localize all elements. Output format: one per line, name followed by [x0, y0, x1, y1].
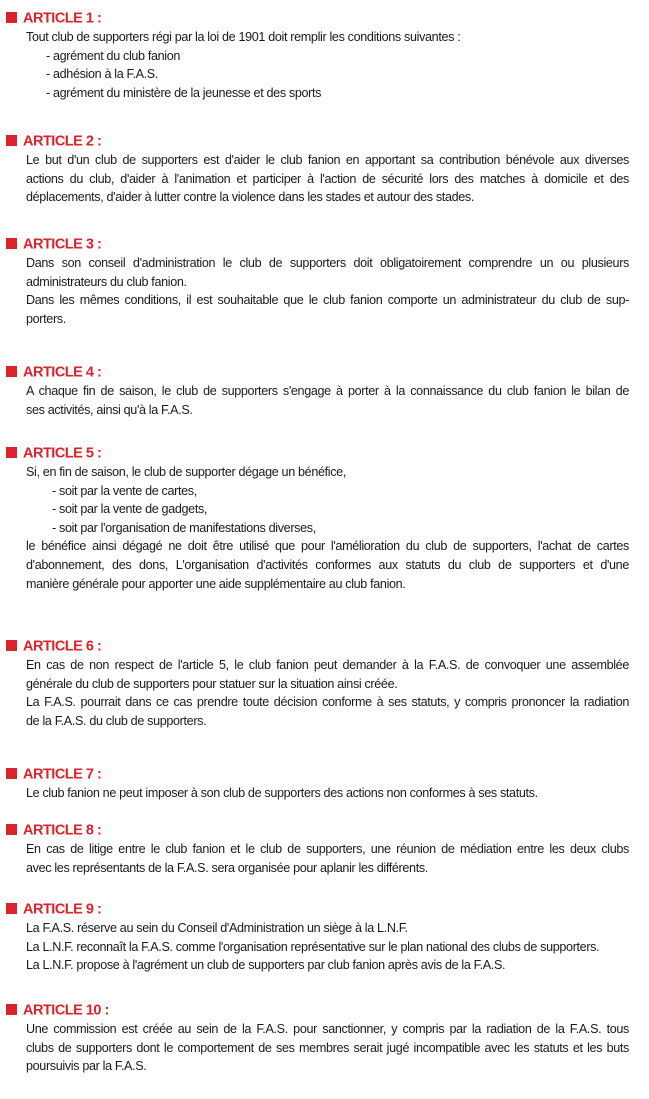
article-title: ARTICLE 4 :: [23, 364, 102, 381]
article-line: générale du club de supporters pour statuer sur la situation ainsi créée.: [26, 676, 398, 691]
article-1: [6, 8, 626, 102]
article-title: ARTICLE 5 :: [23, 445, 102, 462]
article-line: d'abonnement, des dons, L'organisation d'activités conformes aux statuts du club de supporters et d'une: [26, 557, 629, 572]
article-10: [6, 1000, 629, 1076]
list-item: - adhésion à la F.A.S.: [46, 67, 159, 82]
article-6: [6, 636, 629, 730]
red-square-bullet-icon: [6, 366, 17, 377]
article-heading: [6, 443, 626, 463]
article-body: [26, 1020, 629, 1076]
article-line: ses activités, ainsi qu'à la F.A.S.: [26, 402, 193, 417]
article-7: [6, 764, 626, 803]
article-line: La F.A.S. pourrait dans ce cas prendre toute décision conforme à ses statuts, y compris prononcer la radiation: [26, 695, 629, 710]
article-line: Dans son conseil d'administration le club de supporters doit obligatoirement comprendre un ou plusieurs: [26, 256, 629, 270]
article-title: ARTICLE 7 :: [23, 766, 102, 783]
article-heading: [6, 1000, 626, 1020]
article-5: [6, 443, 629, 593]
article-body: [26, 840, 629, 877]
red-square-bullet-icon: [6, 447, 17, 458]
article-line: poursuivis par la F.A.S.: [26, 1059, 147, 1074]
article-heading: [6, 764, 626, 784]
article-body: [26, 382, 629, 419]
red-square-bullet-icon: [6, 824, 17, 835]
article-9: [6, 899, 626, 975]
article-body: [26, 919, 629, 975]
article-line: administrateurs du club fanion.: [26, 274, 187, 289]
red-square-bullet-icon: [6, 238, 17, 249]
article-8: [6, 820, 629, 877]
article-line: La F.A.S. réserve au sein du Conseil d'Administration un siège à la L.N.F.: [26, 921, 408, 935]
article-heading: [6, 899, 626, 919]
article-line: En cas de non respect de l'article 5, le club fanion peut demander à la F.A.S. de convoquer une assemblée: [26, 658, 629, 672]
article-line: le bénéfice ainsi dégagé ne doit être utilisé que pour l'amélioration du club de supporters, l'achat de cartes: [26, 539, 629, 554]
article-heading: [6, 820, 626, 840]
article-title: ARTICLE 6 :: [23, 638, 102, 655]
article-line: déplacements, d'aider à lutter contre la violence dans les stades et autour des stades.: [26, 190, 475, 205]
article-title: ARTICLE 8 :: [23, 822, 102, 839]
article-title: ARTICLE 9 :: [23, 901, 102, 918]
article-2: [6, 131, 629, 207]
article-line: Le club fanion ne peut imposer à son club de supporters des actions non conformes à ses statuts.: [26, 786, 538, 800]
article-line: Tout club de supporters régi par la loi de 1901 doit remplir les conditions suivantes :: [26, 30, 461, 44]
red-square-bullet-icon: [6, 640, 17, 651]
red-square-bullet-icon: [6, 768, 17, 779]
article-line: porters.: [26, 311, 66, 326]
list-item: - soit par la vente de cartes,: [52, 483, 197, 498]
article-line: actions du club, d'aider à l'animation et participer à l'action de sécurité lors des matches à domicile et des: [26, 171, 629, 186]
article-body: [26, 254, 629, 328]
article-body: [26, 463, 629, 593]
article-line: Si, en fin de saison, le club de supporter dégage un bénéfice,: [26, 465, 346, 479]
article-heading: [6, 8, 626, 28]
article-title: ARTICLE 2 :: [23, 133, 102, 150]
article-heading: [6, 234, 626, 254]
article-line: clubs de supporters dont le comportement de ses membres serait jugé incompatible avec les statuts et les buts: [26, 1040, 629, 1055]
list-item: - agrément du club fanion: [46, 48, 181, 63]
article-line: Une commission est créée au sein de la F.A.S. pour sanctionner, y compris par la radiation de la F.A.S. tous: [26, 1022, 629, 1036]
article-line: En cas de litige entre le club fanion et le club de supporters, une réunion de médiation entre les deux clubs: [26, 842, 629, 856]
article-line: A chaque fin de saison, le club de supporters s'engage à porter à la connaissance du club fanion le bilan de: [26, 384, 629, 398]
red-square-bullet-icon: [6, 135, 17, 146]
list-item: - soit par l'organisation de manifestations diverses,: [52, 520, 316, 535]
list-item: - soit par la vente de gadgets,: [52, 502, 208, 517]
article-body: [26, 656, 629, 730]
article-line: manière générale pour apporter une aide supplémentaire au club fanion.: [26, 576, 406, 591]
article-heading: [6, 131, 626, 151]
article-line: Le but d'un club de supporters est d'aider le club fanion en apportant sa contribution bénévole aux diverses: [26, 153, 629, 167]
article-heading: [6, 362, 626, 382]
article-line: La L.N.F. propose à l'agrément un club de supporters par club fanion après avis de la F.A.S.: [26, 958, 506, 973]
article-heading: [6, 636, 626, 656]
article-title: ARTICLE 3 :: [23, 236, 102, 253]
article-title: ARTICLE 1 :: [23, 10, 102, 27]
article-title: ARTICLE 10 :: [23, 1002, 109, 1019]
article-body: [26, 784, 629, 803]
article-line: avec les représentants de la F.A.S. sera organisée pour aplanir les différents.: [26, 860, 428, 875]
red-square-bullet-icon: [6, 903, 17, 914]
article-3: [6, 234, 629, 328]
article-line: de la F.A.S. du club de supporters.: [26, 713, 207, 728]
red-square-bullet-icon: [6, 12, 17, 23]
red-square-bullet-icon: [6, 1004, 17, 1015]
article-body: [26, 28, 629, 102]
article-body: [26, 151, 629, 207]
article-4: [6, 362, 629, 419]
article-line: La L.N.F. reconnaît la F.A.S. comme l'organisation représentative sur le plan national des clubs de supporters.: [26, 939, 600, 954]
article-line: Dans les mêmes conditions, il est souhaitable que le club fanion comporte un administrateur du club de sup-: [26, 293, 629, 308]
list-item: - agrément du ministère de la jeunesse et des sports: [46, 85, 322, 100]
